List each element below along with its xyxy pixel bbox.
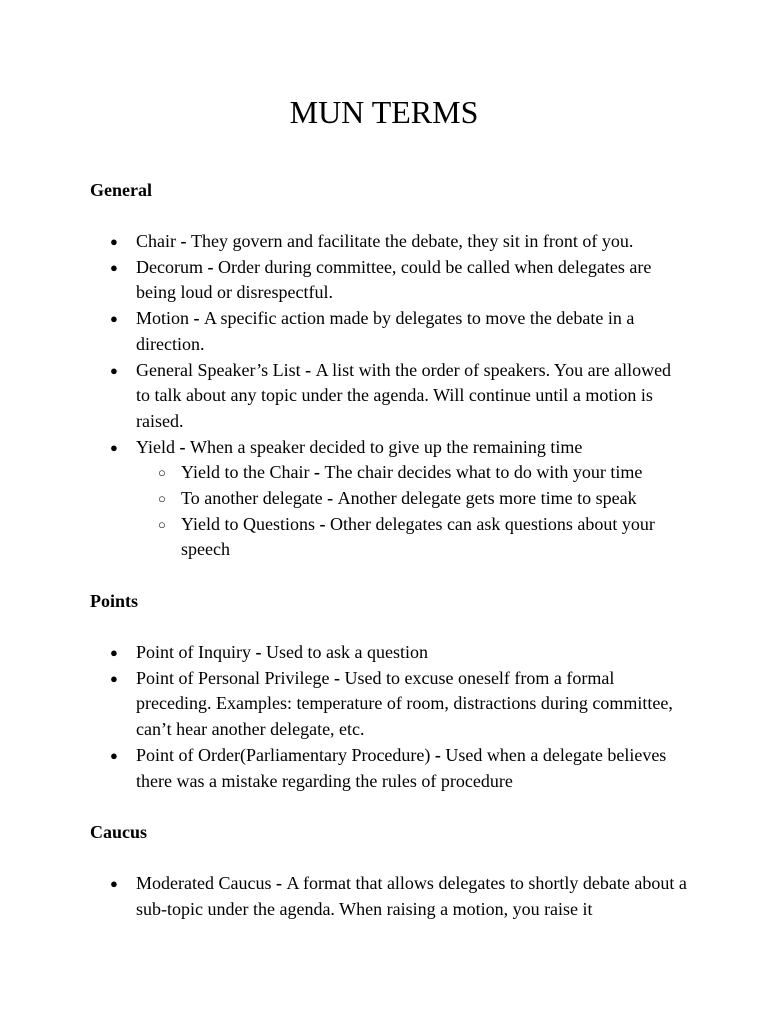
term: Point of Order(Parliamentary Procedure) — [136, 744, 431, 765]
list-item — [0, 435, 768, 564]
sub-list-item — [136, 460, 688, 486]
term: Yield to Questions — [181, 513, 315, 534]
list-item — [0, 640, 768, 666]
term: Moderated Caucus — [136, 873, 272, 893]
term-separator: - — [202, 256, 218, 277]
term: Point of Personal Privilege — [136, 667, 330, 688]
definition: The chair decides what to do with your time — [324, 462, 643, 483]
points-list — [0, 640, 768, 794]
definition: Another delegate gets more time to speak — [337, 488, 637, 509]
term: Yield to the Chair — [181, 462, 310, 483]
list-item — [0, 229, 768, 255]
definition: A specific action made by delegates to move the debate in a direction. — [136, 308, 635, 354]
list-item — [0, 666, 768, 743]
definition: A format that allows delegates to shortly debate about a sub-topic under the agenda. When raising a motion, you raise it — [136, 873, 687, 919]
term-separator: - — [251, 642, 266, 662]
list-item — [0, 358, 768, 435]
term-separator: - — [309, 462, 325, 483]
term: Point of Inquiry — [136, 642, 251, 662]
page-title: MUN TERMS — [289, 94, 479, 130]
definition: Used to excuse oneself from a formal preceding. Examples: temperature of room, distractions during committee, can’t hear another delegate, etc. — [136, 667, 673, 740]
term-separator: - — [300, 359, 316, 380]
sub-list-item — [136, 512, 688, 563]
definition: Used when a delegate believes there was a mistake regarding the rules of procedure — [136, 744, 667, 791]
section-heading-general: General — [90, 180, 152, 200]
general-list — [0, 229, 768, 563]
term-separator: - — [315, 513, 330, 534]
term-separator: - — [322, 488, 338, 509]
term-separator: - — [430, 744, 446, 765]
sub-list-item — [136, 486, 688, 512]
definition: Order during committee, could be called when delegates are being loud or disrespectful. — [136, 256, 652, 303]
term-separator: - — [189, 308, 205, 329]
term: To another delegate — [181, 488, 323, 509]
yield-sublist — [136, 460, 688, 563]
caucus-list — [0, 871, 768, 922]
term-separator: - — [175, 436, 190, 457]
section-heading-caucus: Caucus — [90, 822, 148, 842]
definition: A list with the order of speakers. You are allowed to talk about any topic under the agenda. Will continue until a motion is raised. — [136, 359, 672, 431]
term: General Speaker’s List — [136, 359, 301, 380]
term: Motion — [136, 308, 190, 329]
term-separator: - — [176, 231, 191, 251]
term: Yield — [136, 436, 175, 457]
term-separator: - — [329, 667, 345, 688]
list-item — [0, 743, 768, 794]
term: Decorum — [136, 256, 203, 277]
definition: They govern and facilitate the debate, they sit in front of you. — [191, 231, 634, 251]
list-item — [0, 255, 768, 306]
section-heading-points: Points — [90, 591, 139, 611]
list-item — [0, 306, 768, 357]
term-separator: - — [271, 873, 287, 893]
term: Chair — [136, 231, 176, 251]
definition: Used to ask a question — [266, 642, 428, 662]
list-item — [0, 871, 768, 922]
definition: When a speaker decided to give up the remaining time — [190, 436, 583, 457]
definition: Other delegates can ask questions about your speech — [181, 513, 655, 560]
